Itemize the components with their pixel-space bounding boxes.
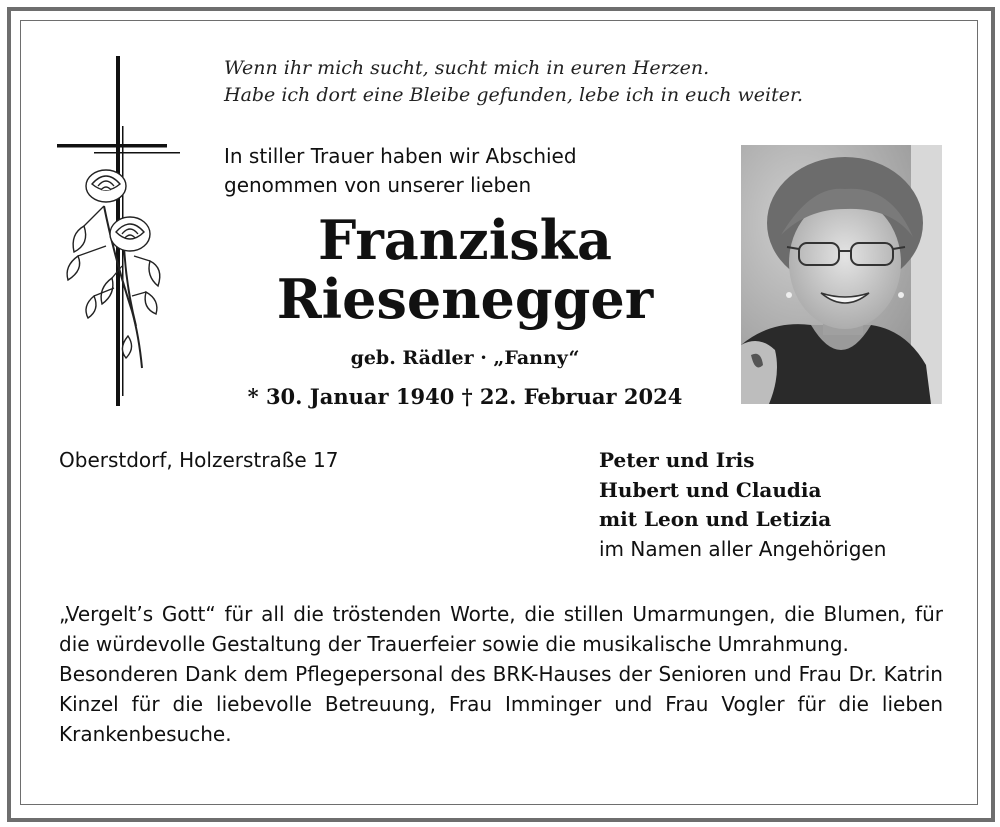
motto-quote — [224, 55, 803, 109]
motto-line-1: Wenn ihr mich sucht, sucht mich in euren Herzen. — [224, 57, 710, 79]
mourner-line-1: Peter und Iris — [599, 448, 755, 472]
life-dates: * 30. Januar 1940 † 22. Februar 2024 — [247, 384, 683, 409]
thanks-text — [59, 599, 943, 749]
mourner-line-3: mit Leon und Letizia — [599, 507, 832, 531]
intro-text — [224, 142, 577, 200]
motto-line-2: Habe ich dort eine Bleibe gefunden, lebe ich in euch weiter. — [224, 84, 803, 106]
mourner-line-2: Hubert und Claudia — [599, 477, 822, 502]
address: Oberstdorf, Holzerstraße 17 — [59, 448, 339, 472]
born-name: geb. Rädler · „Fanny“ — [350, 347, 580, 369]
intro-line-1: In stiller Trauer haben wir Abschied — [224, 144, 577, 168]
thanks-paragraph-2: Besonderen Dank dem Pflegepersonal des BRK-Hauses der Senioren und Frau Dr. Katrin Kinzel für die liebevolle Betreuung, Frau Imminger und Frau Vogler für die lieben Krankenbesuche. — [59, 662, 943, 746]
thanks-paragraph-1: „Vergelt’s Gott“ für all die tröstenden Worte, die stillen Umarmungen, die Blumen, für die würdevolle Gestaltung der Trauerfeier sowie die musikalische Umrahmung. — [59, 602, 943, 656]
portrait-photo — [741, 145, 942, 404]
intro-line-2: genommen von unserer lieben — [224, 173, 532, 197]
mourner-line-4: im Namen aller Angehörigen — [599, 536, 887, 561]
mourners-list — [599, 446, 886, 564]
last-name: Riesenegger — [276, 267, 654, 331]
first-name: Franziska — [317, 208, 613, 272]
cross-with-roses-icon — [54, 56, 184, 406]
